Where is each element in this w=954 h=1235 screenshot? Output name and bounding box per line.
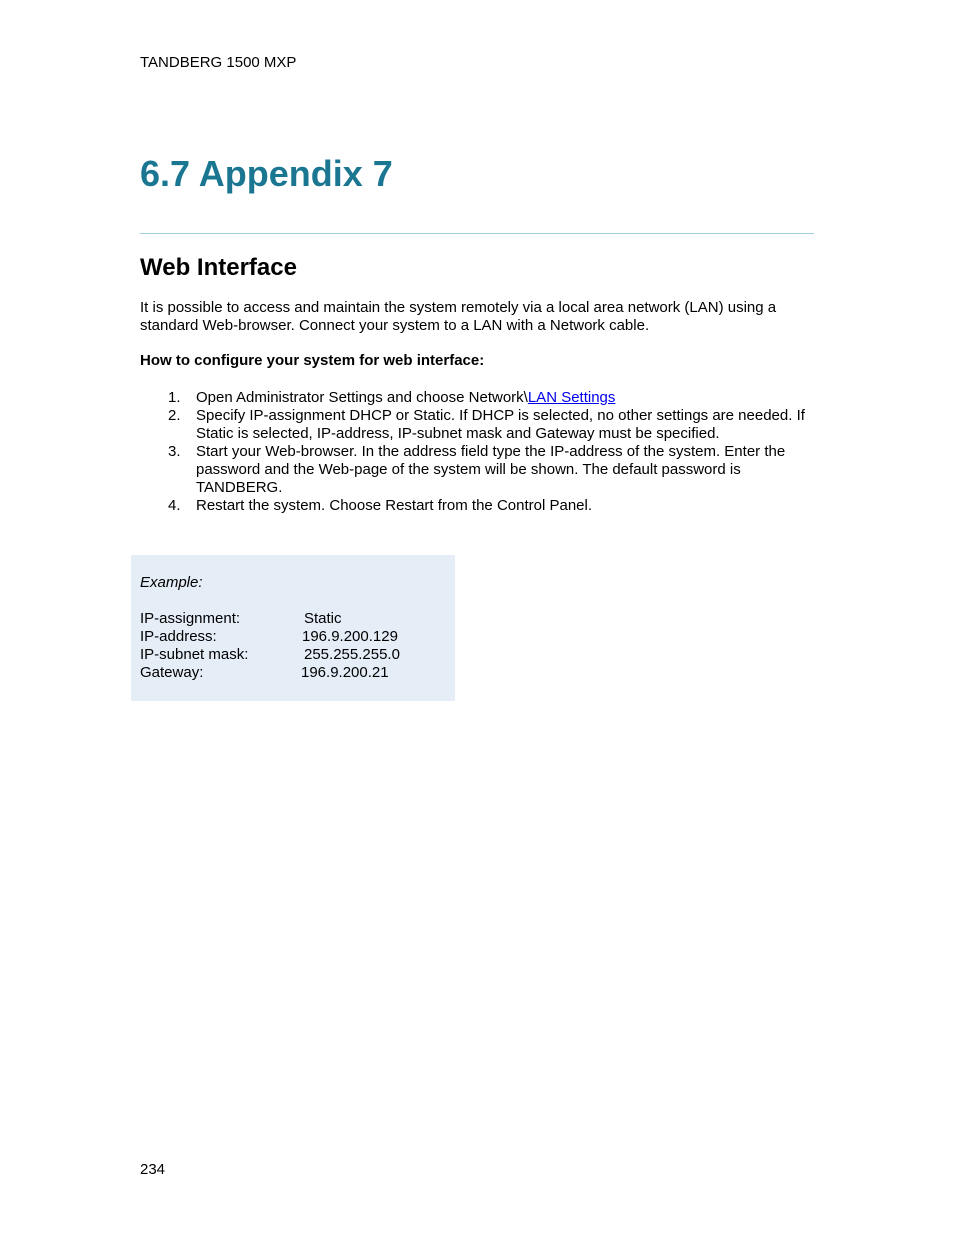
list-item: [140, 389, 820, 407]
chapter-title: 6.7 Appendix 7: [140, 153, 393, 194]
running-header: TANDBERG 1500 MXP: [140, 54, 297, 71]
example-key: IP-address:: [140, 628, 217, 645]
page-number: 234: [140, 1161, 166, 1178]
step-number: 3.: [168, 443, 181, 460]
intro-paragraph: It is possible to access and maintain the system remotely via a local area network (LAN) using a standard Web-browser. Connect your system to a LAN with a Network cable.: [140, 299, 777, 334]
example-key: IP-assignment:: [140, 610, 241, 627]
step-text: Specify IP-assignment DHCP or Static. If DHCP is selected, no other settings are needed. If Static is selected, IP-address, IP-subnet mask and Gateway must be specified.: [196, 407, 805, 442]
example-row: [140, 628, 460, 646]
step-text: Start your Web-browser. In the address field type the IP-address of the system. Enter the password and the Web-page of the system will be shown. The default password is TANDBERG.: [196, 443, 786, 496]
step-text: Restart the system. Choose Restart from the Control Panel.: [196, 497, 592, 514]
example-key: IP-subnet mask:: [140, 646, 249, 663]
example-row: [140, 610, 460, 628]
example-row: [140, 646, 460, 664]
example-value: Static: [304, 610, 342, 627]
lan-settings-link[interactable]: LAN Settings: [527, 389, 616, 406]
list-item: [140, 407, 820, 443]
example-label: Example:: [140, 574, 203, 591]
how-to-heading: How to configure your system for web interface:: [140, 352, 485, 369]
section-divider: [140, 233, 814, 234]
example-key: Gateway:: [140, 664, 204, 681]
list-item: [140, 497, 820, 515]
step-number: 4.: [168, 497, 181, 514]
step-number: 2.: [168, 407, 181, 424]
section-title: Web Interface: [140, 254, 297, 281]
step-text: Open Administrator Settings and choose Network\: [196, 389, 528, 406]
list-item: [140, 443, 820, 497]
step-number: 1.: [168, 389, 181, 406]
example-value: 255.255.255.0: [304, 646, 400, 663]
steps-list: [140, 389, 820, 515]
example-value: 196.9.200.129: [302, 628, 398, 645]
example-row: [140, 664, 460, 682]
example-value: 196.9.200.21: [301, 664, 389, 681]
